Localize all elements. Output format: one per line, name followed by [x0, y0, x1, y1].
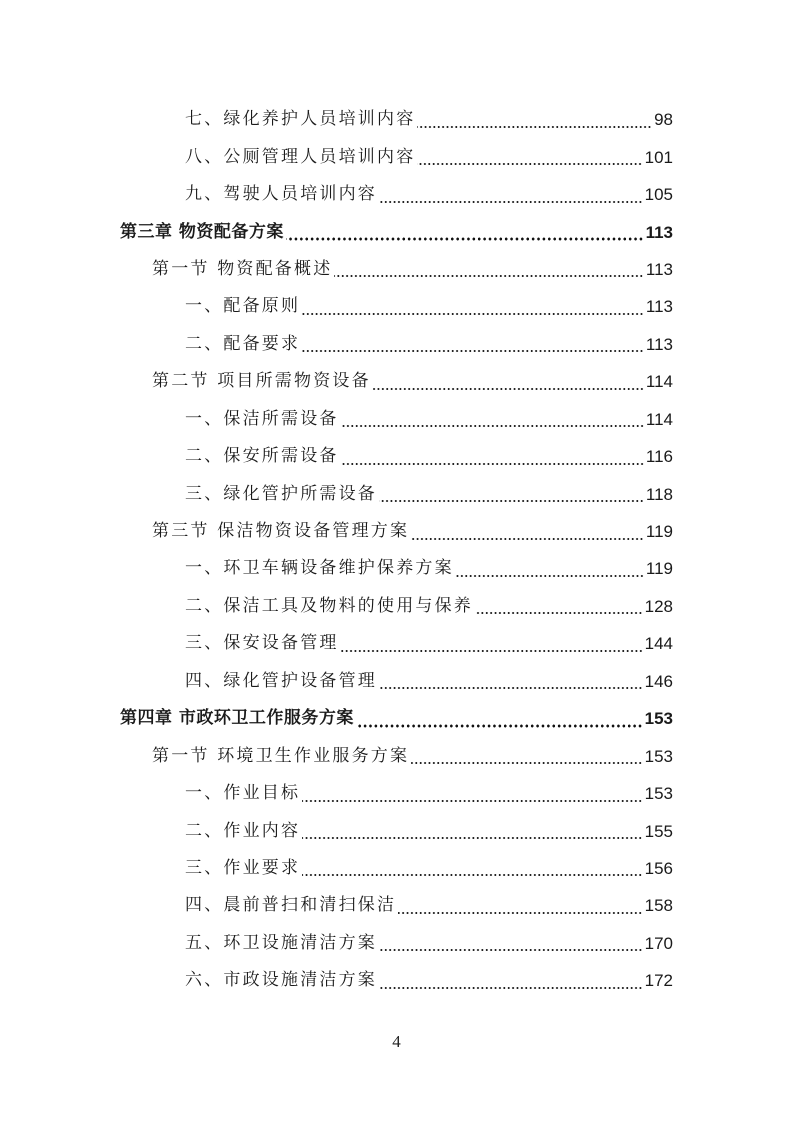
toc-entry[interactable] — [0, 962, 793, 999]
toc-entry[interactable] — [0, 138, 793, 175]
dot-leader — [302, 335, 644, 355]
dot-leader — [341, 410, 644, 430]
toc-entry-title: 第一节 物资配备概述 — [152, 258, 333, 279]
toc-entry[interactable] — [0, 887, 793, 924]
toc-entry[interactable] — [0, 812, 793, 849]
dot-leader — [302, 785, 642, 805]
dot-leader — [417, 148, 642, 168]
dot-leader — [373, 373, 644, 393]
toc-entry-page: 113 — [645, 334, 673, 354]
toc-entry[interactable] — [0, 588, 793, 625]
dot-leader — [411, 523, 644, 543]
page-number: 4 — [392, 1032, 401, 1051]
dot-leader — [341, 635, 643, 655]
toc-entry-title: 三、作业要求 — [185, 857, 301, 878]
toc-entry-title: 二、保洁工具及物料的使用与保养 — [185, 595, 473, 616]
toc-entry-page: 98 — [654, 110, 673, 130]
dot-leader — [417, 111, 652, 131]
dot-leader — [475, 597, 643, 617]
toc-entry-title: 第二节 项目所需物资设备 — [152, 371, 371, 392]
toc-entry[interactable] — [0, 176, 793, 213]
toc-entry-title: 二、作业内容 — [185, 820, 301, 841]
toc-chapter-entry[interactable] — [0, 213, 793, 250]
toc-entry-page: 128 — [644, 596, 673, 616]
dot-leader — [302, 298, 644, 318]
toc-entry-title: 四、绿化管护设备管理 — [185, 670, 377, 691]
toc-entry[interactable] — [0, 401, 793, 438]
dot-leader — [341, 448, 644, 468]
dot-leader — [356, 710, 643, 730]
toc-entry-page: 101 — [644, 147, 673, 167]
toc-section-entry[interactable] — [0, 363, 793, 400]
toc-section-entry[interactable] — [0, 251, 793, 288]
toc-entry-page: 156 — [644, 858, 673, 878]
toc-section-entry[interactable] — [0, 513, 793, 550]
dot-leader — [302, 822, 642, 842]
toc-entry-title: 六、市政设施清洁方案 — [185, 970, 377, 991]
toc-entry-page: 113 — [645, 297, 673, 317]
dot-leader — [286, 223, 644, 243]
toc-entry-title: 二、保安所需设备 — [185, 446, 339, 467]
toc-entry-title: 一、配备原则 — [185, 296, 301, 317]
toc-chapter-entry[interactable] — [0, 700, 793, 737]
toc-entry[interactable] — [0, 625, 793, 662]
toc-entry-page: 114 — [645, 409, 673, 429]
toc-entry-title: 第四章 市政环卫工作服务方案 — [120, 708, 354, 729]
dot-leader — [334, 260, 643, 280]
toc-entry-page: 146 — [644, 671, 673, 691]
dot-leader — [302, 859, 642, 879]
toc-entry-page: 158 — [644, 896, 673, 916]
toc-entry-page: 153 — [644, 784, 673, 804]
toc-entry-title: 第三章 物资配备方案 — [120, 221, 284, 242]
table-of-contents — [0, 101, 793, 1000]
toc-entry-title: 三、保安设备管理 — [185, 633, 339, 654]
toc-entry-page: 170 — [644, 933, 673, 953]
toc-entry-title: 第一节 环境卫生作业服务方案 — [152, 745, 410, 766]
toc-entry-page: 114 — [645, 372, 673, 392]
toc-entry[interactable] — [0, 101, 793, 138]
toc-entry-page: 105 — [644, 185, 673, 205]
toc-entry-page: 118 — [645, 484, 673, 504]
toc-entry-title: 七、绿化养护人员培训内容 — [185, 109, 416, 130]
toc-entry[interactable] — [0, 550, 793, 587]
dot-leader — [379, 934, 643, 954]
toc-entry[interactable] — [0, 925, 793, 962]
toc-entry-page: 113 — [645, 222, 673, 242]
toc-section-entry[interactable] — [0, 737, 793, 774]
toc-entry-title: 四、晨前普扫和清扫保洁 — [185, 895, 397, 916]
toc-entry[interactable] — [0, 326, 793, 363]
toc-entry[interactable] — [0, 775, 793, 812]
toc-entry-title: 一、保洁所需设备 — [185, 408, 339, 429]
toc-entry-page: 113 — [645, 259, 673, 279]
dot-leader — [411, 747, 642, 767]
toc-entry-page: 172 — [644, 971, 673, 991]
toc-entry-page: 153 — [644, 746, 673, 766]
toc-entry-page: 155 — [644, 821, 673, 841]
dot-leader — [379, 485, 644, 505]
dot-leader — [379, 672, 643, 692]
toc-entry-page: 116 — [645, 447, 673, 467]
toc-entry[interactable] — [0, 850, 793, 887]
toc-entry[interactable] — [0, 663, 793, 700]
dot-leader — [456, 560, 644, 580]
toc-entry-page: 144 — [644, 634, 673, 654]
dot-leader — [379, 186, 643, 206]
toc-entry-title: 三、绿化管护所需设备 — [185, 483, 377, 504]
toc-entry-title: 九、驾驶人员培训内容 — [185, 184, 377, 205]
toc-entry-title: 二、配备要求 — [185, 333, 301, 354]
toc-entry-title: 第三节 保洁物资设备管理方案 — [152, 521, 410, 542]
toc-entry-page: 153 — [644, 709, 673, 729]
toc-entry[interactable] — [0, 288, 793, 325]
toc-entry-page: 119 — [645, 522, 673, 542]
toc-entry-title: 一、作业目标 — [185, 783, 301, 804]
toc-entry-title: 八、公厕管理人员培训内容 — [185, 146, 416, 167]
toc-entry-title: 一、环卫车辆设备维护保养方案 — [185, 558, 454, 579]
dot-leader — [379, 972, 643, 992]
toc-entry[interactable] — [0, 475, 793, 512]
toc-entry-page: 119 — [645, 559, 673, 579]
dot-leader — [398, 897, 642, 917]
toc-entry[interactable] — [0, 438, 793, 475]
toc-entry-title: 五、环卫设施清洁方案 — [185, 932, 377, 953]
